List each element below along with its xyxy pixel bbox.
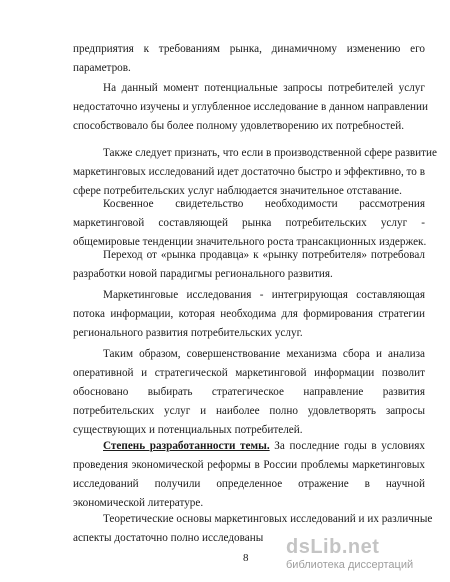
paragraph-line: существующих и потенциальных потребителей.	[73, 424, 303, 436]
paragraph-line: проведения экономической реформы в России проблемы маркетинговых	[73, 459, 425, 471]
paragraph-line: маркетинговых исследований идет достаточно быстро и эффективно, то в	[73, 166, 425, 178]
paragraph-line: Переход от «рынка продавца» к «рынку потребителя» потребовал	[103, 249, 425, 261]
paragraph-line: общемировые тенденции значительного роста трансакционных издержек.	[73, 236, 427, 248]
paragraph-line: аспекты достаточно полно исследованы	[73, 532, 264, 544]
paragraph-line: экономической литературе.	[73, 497, 204, 509]
paragraph-line: Таким образом, совершенствование механизма сбора и анализа	[103, 348, 425, 360]
watermark-subtitle: библиотека диссертаций	[286, 559, 414, 571]
paragraph-line: потока информации, которая необходима для формирования стратегии	[73, 308, 425, 320]
paragraph-line: регионального развития потребительских услуг.	[73, 327, 303, 339]
watermark-logo: dsLib.net	[286, 536, 380, 558]
paragraph-7	[73, 345, 425, 440]
section-heading: Степень разработанности темы.	[103, 440, 270, 452]
paragraph-line: обосновано выбирать стратегическое направление развития	[73, 386, 425, 398]
page-number: 8	[243, 552, 249, 564]
paragraph-line: параметров.	[73, 62, 131, 74]
paragraph-line: сфере потребительских услуг наблюдается значительное отставание.	[73, 185, 402, 197]
paragraph-1	[73, 40, 425, 78]
paragraph-8	[73, 437, 425, 513]
paragraph-4	[73, 195, 425, 252]
paragraph-line: Также следует признать, что если в производственной сфере развитие	[103, 147, 438, 159]
paragraph-line: оперативной и стратегической маркетинговой информации позволит	[73, 367, 425, 379]
paragraph-line: исследований получили определенное отражение в научной	[73, 478, 425, 490]
paragraph-6	[73, 286, 425, 343]
paragraph-line: На данный момент потенциальные запросы потребителей услуг	[103, 82, 425, 94]
watermark	[286, 536, 438, 578]
paragraph-line: Маркетинговые исследования - интегрирующая составляющая	[103, 289, 425, 301]
paragraph-3	[73, 144, 438, 201]
paragraph-2	[73, 79, 429, 136]
paragraph-line: способствовало бы более полному удовлетворению их потребностей.	[73, 120, 404, 132]
paragraph-line: Теоретические основы маркетинговых исследований и их различные	[103, 513, 433, 525]
paragraph-line: недостаточно изучены и углубленное исследование в данном направлении	[73, 101, 429, 113]
paragraph-text: За последние годы в условиях	[269, 440, 425, 452]
paragraph-5	[73, 246, 425, 284]
paragraph-line-with-heading	[73, 437, 425, 456]
paragraph-line: потребительских услуг и наиболее полно удовлетворять запросы	[73, 405, 425, 417]
paragraph-line: предприятия к требованиям рынка, динамичному изменению его	[73, 43, 425, 55]
paragraph-line: Косвенное свидетельство необходимости рассмотрения	[103, 198, 425, 210]
paragraph-line: маркетинговой составляющей рынка потребительских услуг -	[73, 217, 425, 229]
paragraph-line: разработки новой парадигмы регионального развития.	[73, 268, 333, 280]
